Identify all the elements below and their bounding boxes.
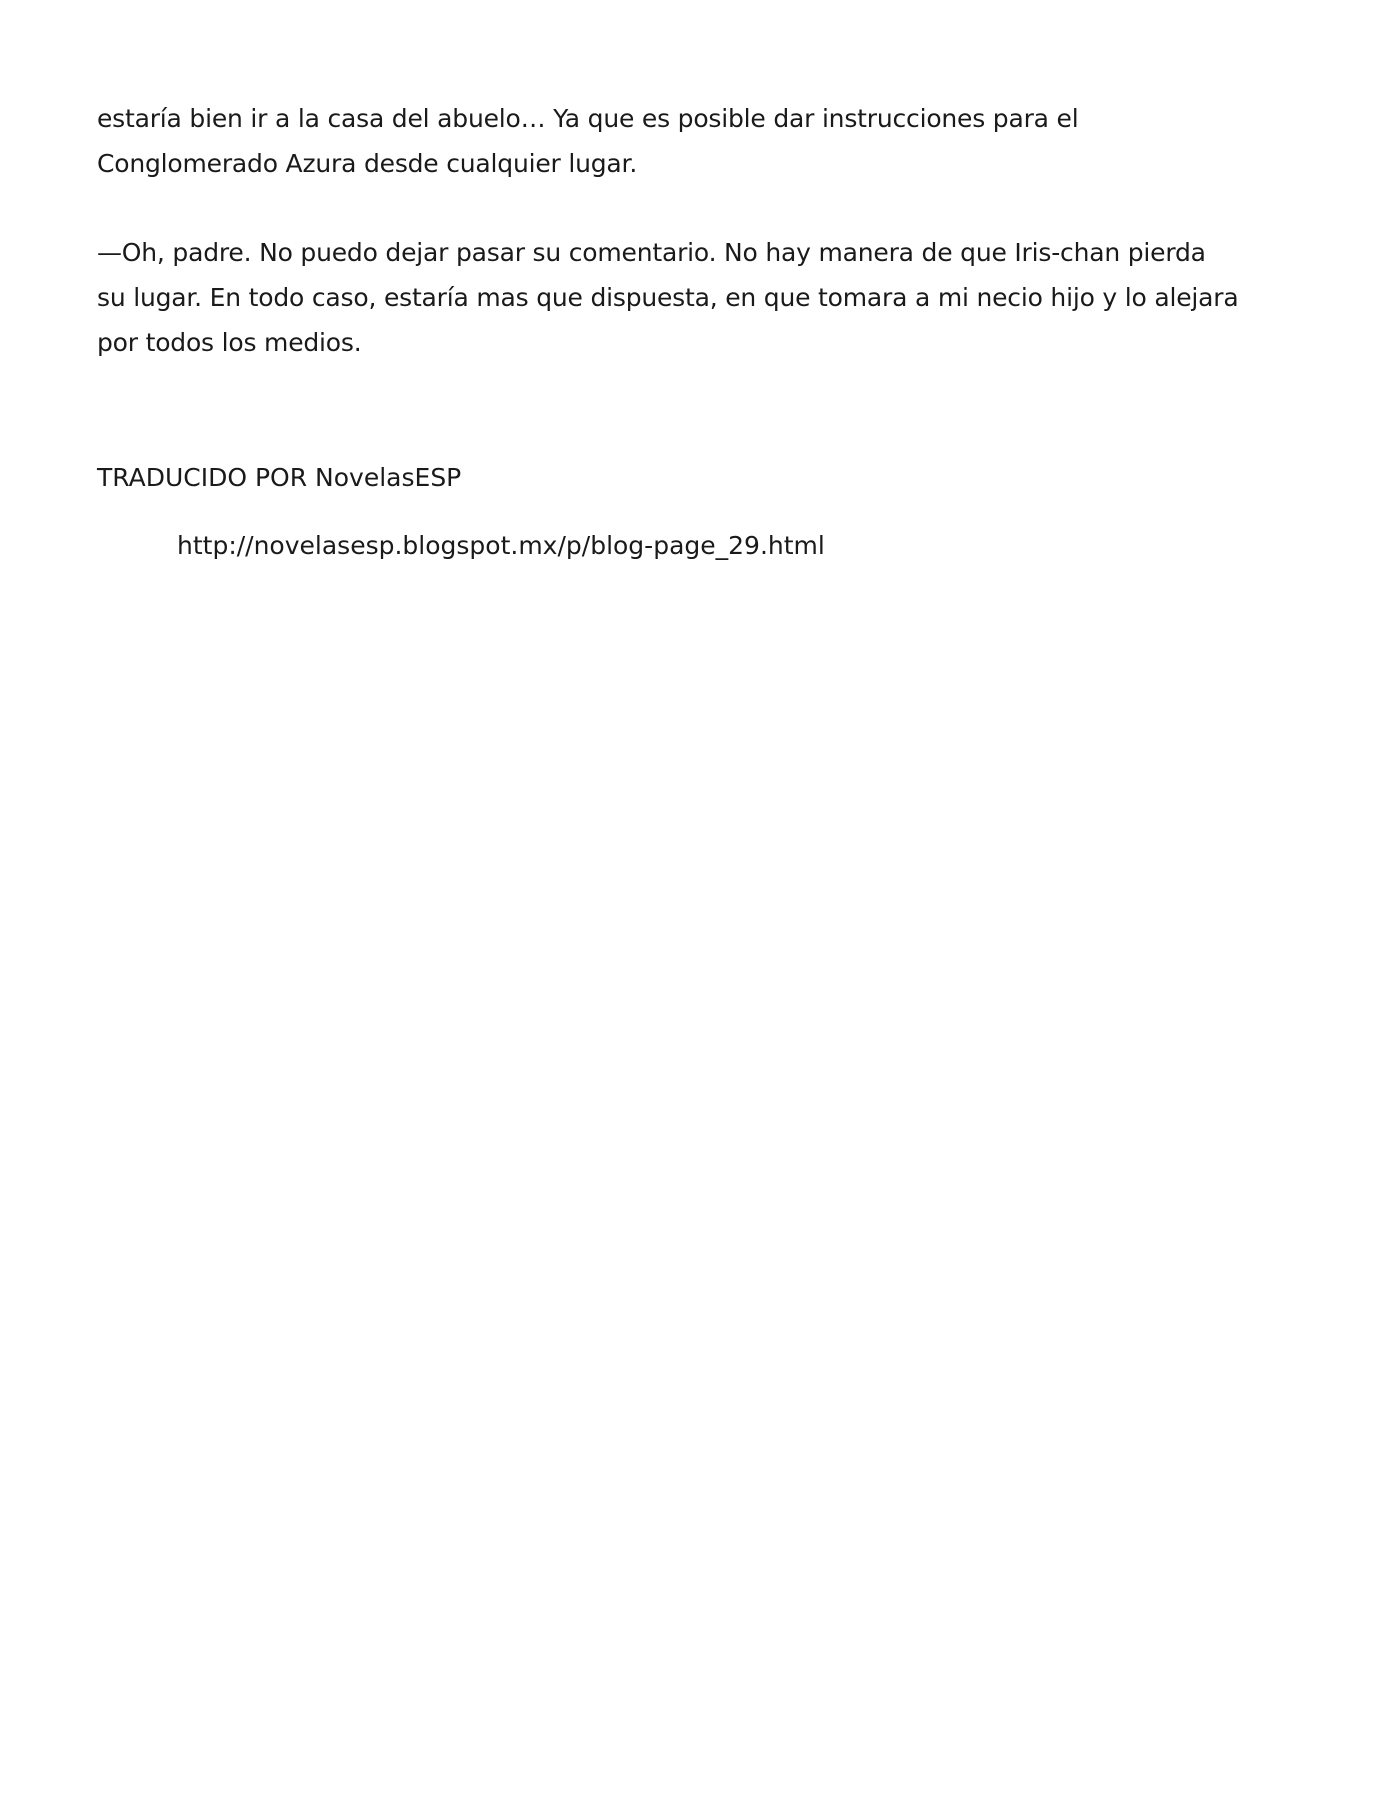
- paragraph-line: estaría bien ir a la casa del abuelo… Ya que es posible dar instrucciones para el: [97, 104, 1079, 133]
- paragraph-line: por todos los medios.: [97, 328, 362, 357]
- paragraph-line: —Oh, padre. No puedo dejar pasar su comentario. No hay manera de que Iris-chan pierda: [97, 238, 1206, 267]
- paragraph-line: su lugar. En todo caso, estaría mas que dispuesta, en que tomara a mi necio hijo y lo alejara: [97, 283, 1239, 312]
- paragraph: [97, 96, 1297, 186]
- source-link[interactable]: http://novelasesp.blogspot.mx/p/blog-page_29.html: [177, 531, 825, 560]
- paragraph: [97, 230, 1297, 365]
- paragraph-line: Conglomerado Azura desde cualquier lugar.: [97, 149, 638, 178]
- translation-credit: TRADUCIDO POR NovelasESP: [97, 463, 462, 492]
